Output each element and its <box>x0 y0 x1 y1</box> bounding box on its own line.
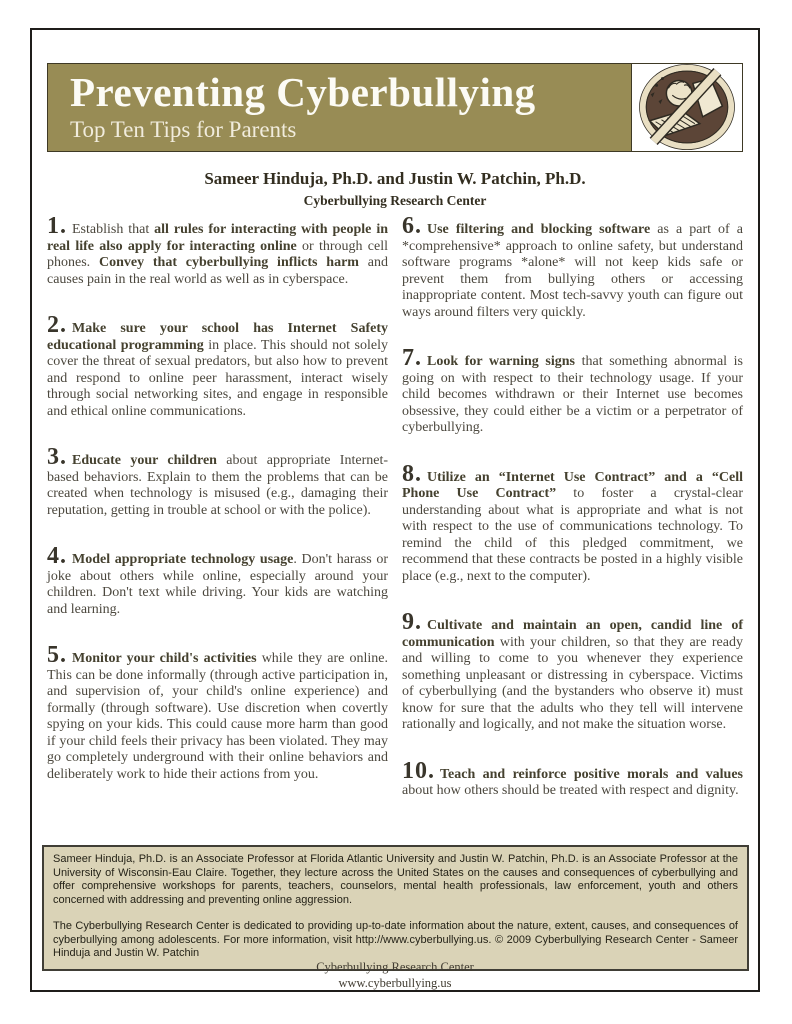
organization-line: Cyberbullying Research Center <box>303 193 487 208</box>
tip-item <box>47 444 388 519</box>
tip-number: 10. <box>402 757 435 784</box>
tip-item <box>402 213 743 321</box>
footer-org-name: Cyberbullying Research Center <box>316 960 474 974</box>
tip-number: 8. <box>402 460 422 487</box>
tip-number: 7. <box>402 345 422 371</box>
tip-text-segment: Establish that <box>72 222 155 237</box>
page-footer <box>32 960 758 991</box>
tip-text-segment: Use filtering and blocking software <box>427 222 651 237</box>
no-cyberbullying-fist-keyboard-logo-icon <box>633 64 741 151</box>
tip-item <box>47 543 389 618</box>
tip-item <box>47 213 389 288</box>
tip-text-segment: Make sure your school has Internet Safety educational programming <box>47 321 388 353</box>
tip-number: 9. <box>402 609 422 635</box>
tip-text-segment: or through cell phones. <box>47 238 389 270</box>
authors-line: Sameer Hinduja, Ph.D. and Justin W. Patchin, Ph.D. <box>204 169 586 188</box>
byline-block <box>32 169 758 209</box>
tip-number: 4. <box>47 543 67 569</box>
tip-item <box>402 757 743 800</box>
tip-text-segment: that something abnormal is going on with respect to their technology usage. If your child becomes withdrawn or their Internet use becomes obsessive, they could either be a victim or a perpetrator of cyberbullying. <box>402 354 744 435</box>
tip-text-segment: and causes pain in the real world as well as in cyberspace. <box>47 255 388 287</box>
footer-url: www.cyberbullying.us <box>338 975 452 990</box>
tip-text-segment: as a part of a *comprehensive* approach to online safety, but understand software programs *alone* will not keep kids safe or prevent them from bullying others or accessing inappropriate content. Most tech-savvy youth can figure out ways around filters very quickly. <box>402 222 743 320</box>
tips-left-column <box>47 213 389 800</box>
tip-text-segment: all rules for interacting with people in real life also apply for interacting online <box>47 222 388 254</box>
document-page <box>30 28 760 992</box>
tip-text-segment: Look for warning signs <box>427 354 575 369</box>
logo-box <box>631 64 742 151</box>
tip-text-segment: Utilize an “Internet Use Contract” and a “Cell Phone Use Contract” <box>402 469 743 501</box>
tips-columns <box>47 213 744 800</box>
author-bio-box <box>42 845 749 971</box>
header-banner <box>47 63 743 152</box>
tip-text-segment: Educate your children <box>72 453 217 468</box>
tip-number: 1. <box>47 213 67 239</box>
tip-text-segment: with your children, so that they are ready and willing to come to you whenever they experience something unpleasant or distressing in cyberspace. Victims of cyberbullying (and the bystanders who observe it) must know for sure that the adults who they tell will intervene rationally and logically, and not make the situation worse. <box>402 634 743 732</box>
tip-text-segment: while they are online. This can be done informally (through active participation in, and supervision of, your child's online experience) and formally (through software). Use discretion when covertly spying on your kids. This could cause more harm than good if your child feels their privacy has been violated. They may go completely underground with their online behaviors and deliberately work to hide their actions from you. <box>47 651 388 782</box>
tip-text-segment: . Don't harass or joke about others while online, especially around your children. Don't text while driving. Your kids are watching and learning. <box>47 552 389 617</box>
tips-right-column <box>402 213 744 800</box>
page-subtitle: Top Ten Tips for Parents <box>70 117 297 142</box>
page-title: Preventing Cyberbullying <box>70 69 536 115</box>
tip-item <box>47 312 388 420</box>
banner-text-area <box>48 64 631 151</box>
tip-text-segment: Convey that cyberbullying inflicts harm <box>98 255 359 270</box>
tip-text-segment: about appropriate Internet-based behaviors. Explain to them the problems that can be created when technology is misused (e.g., damaging their reputation, getting in trouble at school or with the police). <box>47 453 388 518</box>
tip-text-segment: to foster a crystal-clear understanding about what is appropriate and what is not with respect to the use of communications technology. To remind the child of this pledged commitment, we recommend that these contracts be posted in a highly visible place (e.g., next to the computer). <box>402 486 743 584</box>
tip-item <box>402 460 743 586</box>
tip-text-segment: in place. This should not solely cover the threat of sexual predators, but also how to prevent and respond to online peer harassment, interact wisely through social networking sites, and engage in responsible and ethical online communications. <box>47 337 388 419</box>
bio-paragraph-1: Sameer Hinduja, Ph.D. is an Associate Professor at Florida Atlantic University and Justin W. Patchin, Ph.D. is an Associate Professor at the University of Wisconsin-Eau Claire. Together, they lecture across the United States on the causes and consequences of cyberbullying and offer comprehensive workshops for parents, teachers, counselors, mental health professionals, law enforcement, youth and others concerned with addressing and preventing online aggression. <box>53 853 738 906</box>
tip-text-segment: Monitor your child's activities <box>72 651 257 666</box>
tip-text-segment: Cultivate and maintain an open, candid line of communication <box>402 618 743 650</box>
tip-text-segment: about how others should be treated with respect and dignity. <box>402 783 739 798</box>
tip-text-segment: Teach and reinforce positive morals and values <box>440 766 743 782</box>
tip-number: 3. <box>47 444 67 470</box>
bio-paragraph-2: The Cyberbullying Research Center is dedicated to providing up-to-date information about the nature, extent, causes, and consequences of cyberbullying among adolescents. For more information, visit http://www.cyberbullying.us. © 2009 Cyberbullying Research Center - Sameer Hinduja and Justin W. Patchin <box>53 920 738 959</box>
tip-item <box>402 345 744 437</box>
tip-number: 5. <box>47 642 67 668</box>
tip-item <box>402 609 743 734</box>
tip-text-segment: Model appropriate technology usage <box>72 552 294 567</box>
tip-number: 2. <box>47 312 67 338</box>
tip-number: 6. <box>402 213 422 239</box>
tip-item <box>47 642 388 783</box>
